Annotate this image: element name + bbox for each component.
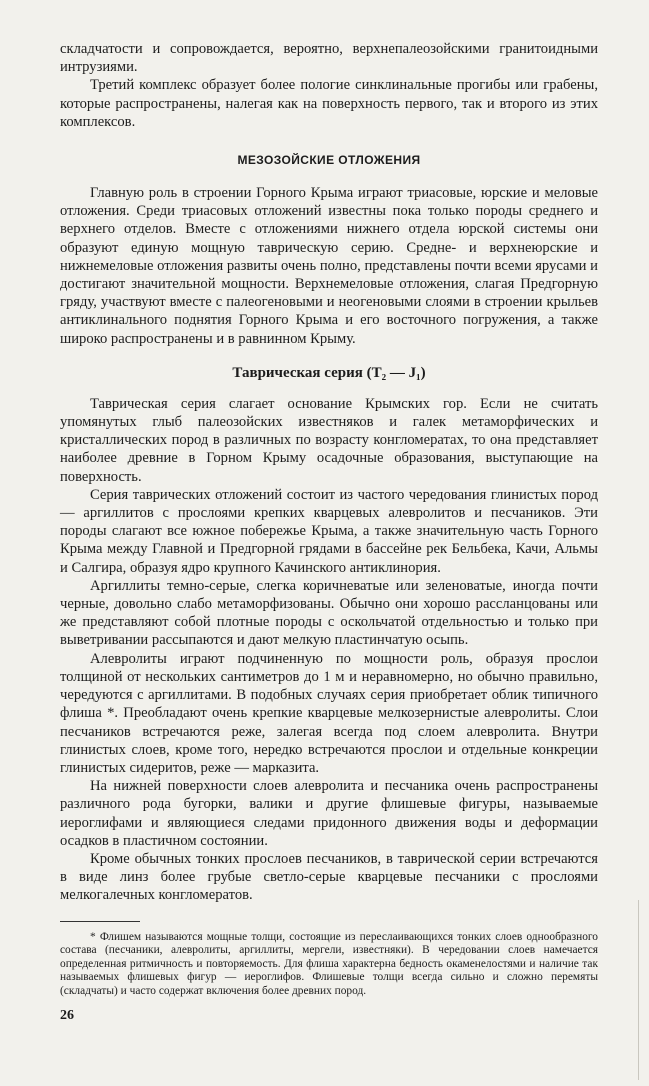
section-heading-mesozoic: МЕЗОЗОЙСКИЕ ОТЛОЖЕНИЯ xyxy=(237,153,421,168)
taurian-text-block xyxy=(60,395,598,905)
paragraph: Аргиллиты темно-серые, слегка коричневатые или зеленоватые, иногда почти черные, довольно слабо метаморфизованы. Обычно они хорошо рассланцованы или же представляют собой плотные породы с оскольчатой отдельностью и только при выветривании рассыпаются и дают мелкую пластинчатую осыпь. xyxy=(60,577,598,649)
paragraph: складчатости и сопровождается, вероятно, верхнепалеозойскими гранитоидными интрузиями. xyxy=(60,41,598,76)
scan-edge-line xyxy=(638,900,639,1080)
mesozoic-text-block xyxy=(60,184,598,348)
paragraph: Третий комплекс образует более пологие синклинальные прогибы или грабены, которые распространены, налегая как на поверхность первого, так и второго из этих комплексов. xyxy=(60,77,598,130)
paragraph: Кроме обычных тонких прослоев песчаников, в таврической серии встречаются в виде линз более грубые светло-серые кварцевые песчаники с прослоями мелкогалечных конгломератов. xyxy=(60,850,598,904)
paragraph: Алевролиты играют подчиненную по мощности роль, образуя прослои толщиной от нескольких сантиметров до 1 м и неравномерно, но обычно правильно, чередуются с аргиллитами. В подобных случаях серия приобретает облик типичного флиша *. Преобладают очень крепкие кварцевые мелкозернистые алевролиты. Слои песчаников встречаются реже, залегая всегда под слоем алевролита. Внутри глинистых слоев, кроме того, нередко встречаются прослои и отдельные конкреции глинистых сидеритов, реже — марказита. xyxy=(60,650,598,776)
paragraph: Таврическая серия слагает основание Крымских гор. Если не считать упомянутых глыб палеозойских известняков и галек метаморфических и кристаллических пород в различных по возрасту конгломератах, то она представляет наиболее древние в Горном Крыму осадочные образования, выступающие на поверхность. xyxy=(60,395,598,485)
subsection-heading-taurian-series: Таврическая серия (T₂ — J₁) xyxy=(232,364,426,381)
book-page xyxy=(60,40,598,1024)
paragraph: Главную роль в строении Горного Крыма играют триасовые, юрские и меловые отложения. Среди триасовых отложений известны пока только породы среднего и верхнего отделов. Вместе с отложениями нижнего отдела юрской системы они образуют единую мощную таврическую серию. Средне- и верхнеюрские и нижнемеловые отложения развиты очень полно, представлены почти всеми ярусами и достигают значительной мощности. Верхнемеловые отложения, слагая Предгорную гряду, участвуют вместе с палеогеновыми и неогеновыми слоями в строении крыльев антиклинального поднятия Горного Крыма и его восточного погружения, а также широко распространены и в равнинном Крыму. xyxy=(60,185,598,347)
top-text-block xyxy=(60,40,598,131)
paragraph: Серия таврических отложений состоит из частого чередования глинистых пород — аргиллитов с прослоями крепких кварцевых алевролитов и песчаников. Эти породы слагают все южное побережье Крыма, а также значительную часть Горного Крыма между Главной и Предгорной грядами в бассейне рек Бельбека, Качи, Альмы и Салгира, образуя ядро крупного Качинского антиклинория. xyxy=(60,486,598,576)
footnote: * Флишем называются мощные толщи, состоящие из переслаивающихся тонких слоев однообразного состава (песчаники, алевролиты, аргиллиты, мергели, известняки). В чередовании слоев намечается определенная ритмичность и повторяемость. Для флиша характерна бедность окаменелостями и наличие так называемых флишевых фигур — иероглифов. Флишевые толщи всегда сильно и сложно перемяты (складчаты) и часто содержат включения более древних пород. xyxy=(60,930,598,997)
page-number: 26 xyxy=(60,1007,74,1023)
footnote-divider xyxy=(60,921,140,922)
paragraph: На нижней поверхности слоев алевролита и песчаника очень распространены различного рода бугорки, валики и другие флишевые фигуры, называемые иероглифами и являющиеся следами придонного движения воды и деформации осадков в пластичном состоянии. xyxy=(60,778,598,849)
